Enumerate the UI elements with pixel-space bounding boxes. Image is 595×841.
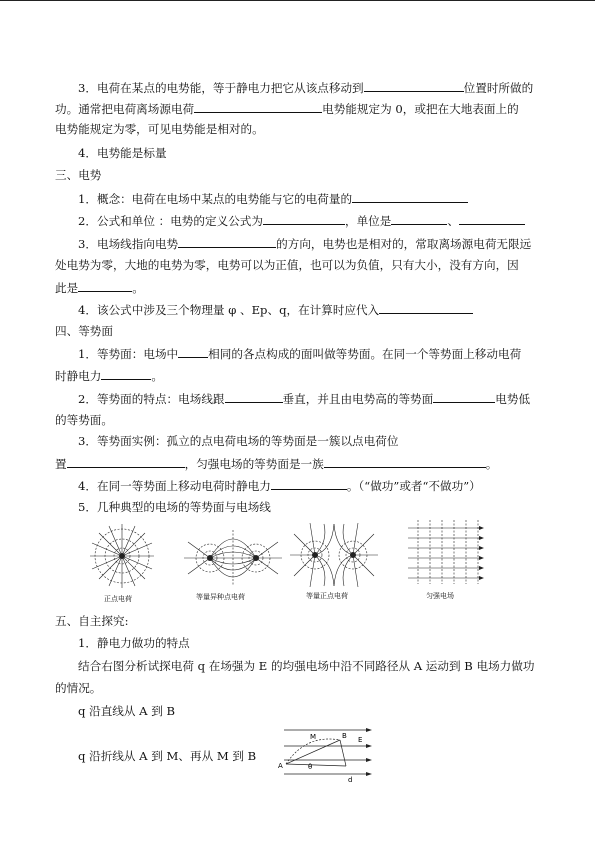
uniform-field-figure <box>406 518 486 586</box>
diagram-label-m: M <box>310 733 317 741</box>
text-line-20: 5．几种典型的电场的等势面与电场线 <box>78 500 271 514</box>
blank <box>178 346 208 358</box>
text-line-24: 结合右图分析试探电荷 q 在场强为 E 的均强电场中沿不同路径从 A 运动到 B 电场力做功 <box>78 659 535 673</box>
blank <box>67 456 185 468</box>
text: 相同的各点构成的面叫做等势面。在同一个等势面上移动电荷 <box>208 347 522 361</box>
text-line-3: 电势能规定为零，可见电势能是相对的。 <box>55 122 264 136</box>
text: 1．等势面：电场中 <box>78 347 179 361</box>
text-line-10 <box>55 280 144 296</box>
text: 2．公式和单位 ：电势的定义公式为 <box>78 214 263 228</box>
text: 4．在同一等势面上移动电荷时静电力 <box>78 479 271 493</box>
text: 2．等势面的特点：电场线跟 <box>78 392 225 406</box>
section-heading-3: 三、电势 <box>55 168 102 182</box>
text: ，匀强电场的等势面是一族 <box>184 457 324 471</box>
figure-caption: 正点电荷 <box>104 595 132 603</box>
text-line-15 <box>78 391 530 407</box>
text: 。 <box>151 369 163 383</box>
text-line-7 <box>78 213 525 229</box>
blank <box>324 456 486 468</box>
field-path-diagram <box>276 724 376 786</box>
equal-positive-charges-field-figure <box>288 520 380 590</box>
text: 1．概念：电荷在电场中某点的电势能与它的电荷量的 <box>78 192 353 206</box>
blank <box>263 213 345 225</box>
text-line-27: q 沿折线从 A 到 M、再从 M 到 B <box>78 749 257 763</box>
blank <box>364 80 464 92</box>
figure-caption: 等量正点电荷 <box>306 592 348 600</box>
text-line-11 <box>78 302 473 318</box>
text: 4．该公式中涉及三个物理量 φ 、Ep、q，在计算时应代入 <box>78 303 380 317</box>
figure-caption: 等量异种点电荷 <box>196 593 245 601</box>
text: 电势能规定为 0，或把在大地表面上的 <box>322 102 519 116</box>
text: 此是 <box>55 281 79 295</box>
text: ，单位是 <box>344 214 392 228</box>
text-line-23: 1．静电力做功的特点 <box>78 636 190 650</box>
text-line-17: 3．等势面实例：孤立的点电荷电场的等势面是一簇以点电荷位 <box>78 434 399 448</box>
section-heading-5: 五、自主探究: <box>55 614 129 628</box>
blank <box>178 236 276 248</box>
text: 3．电场线指向电势 <box>78 237 179 251</box>
text: 。 <box>132 281 144 295</box>
blank <box>78 280 132 292</box>
text-line-4: 4．电势能是标量 <box>78 146 167 160</box>
text-line-6 <box>78 191 468 207</box>
text: 3．电荷在某点的电势能，等于静电力把它从该点移动到 <box>78 81 364 95</box>
text: 垂直，并且由电势高的等势面 <box>282 392 434 406</box>
text: 的方向，电势也是相对的，常取离场源电荷无限远 <box>276 237 532 251</box>
text-line-9: 处电势为零，大地的电势为零，电势可以为正值，也可以为负值，只有大小，没有方向，因 <box>55 258 519 272</box>
text: 功。通常把电荷离场源电荷 <box>55 102 195 116</box>
text: 电势低 <box>495 392 531 406</box>
text: 。 <box>485 457 498 471</box>
text-line-19 <box>78 478 481 494</box>
blank <box>101 368 151 380</box>
blank <box>194 101 322 113</box>
figure-caption: 匀强电场 <box>426 592 454 600</box>
text-line-1 <box>78 80 533 96</box>
blank <box>433 391 495 403</box>
section-heading-4: 四、等势面 <box>55 324 113 338</box>
text: 位置时所做的 <box>463 81 534 95</box>
blank <box>352 191 468 203</box>
text-line-25: 的情况。 <box>55 681 102 695</box>
text-line-2 <box>55 101 519 117</box>
text: 时静电力 <box>55 369 102 383</box>
top-border-line <box>0 0 595 1</box>
text: 。（“做功”或者“不做功”） <box>346 479 481 493</box>
text-line-8 <box>78 236 531 252</box>
text-line-16: 的等势面。 <box>55 413 113 427</box>
diagram-label-b: B <box>342 732 347 740</box>
text-line-18 <box>55 456 497 472</box>
diagram-label-e: E <box>358 736 363 744</box>
text-line-13 <box>78 346 521 362</box>
opposite-charges-field-figure <box>180 526 286 590</box>
diagram-label-theta: θ <box>308 763 313 771</box>
positive-charge-field-figure <box>88 522 156 592</box>
diagram-label-d: d <box>348 776 353 784</box>
text: 、 <box>447 214 459 228</box>
blank <box>271 478 347 490</box>
blank <box>225 391 283 403</box>
blank <box>379 302 473 314</box>
text-line-14 <box>55 368 163 384</box>
text: 置 <box>55 457 67 471</box>
blank <box>391 213 447 225</box>
text-line-26: q 沿直线从 A 到 B <box>78 704 176 718</box>
diagram-label-a: A <box>278 762 283 770</box>
blank <box>459 213 525 225</box>
